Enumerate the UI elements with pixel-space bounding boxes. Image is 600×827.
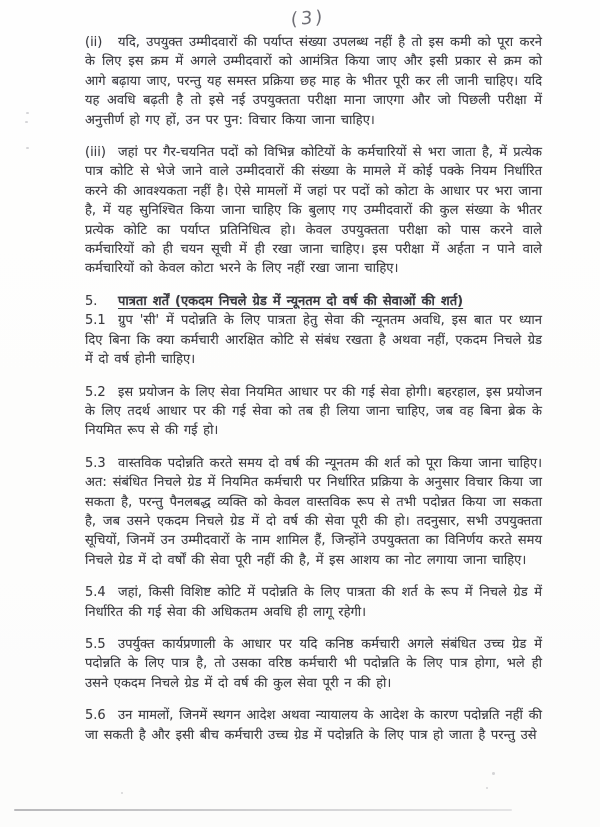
paragraph-iii [85, 143, 542, 279]
paragraph-text: जहां पर गैर-चयनित पदों को विभिन्न कोटियों के कर्मचारियों से भरा जाता है, में प्रत्येक पात्र कोटि से भेजे जाने वाले उम्मीदवारों की संख्या के मामले में कोई पक्के नियम निर्धारित करने की आवश्यकता नहीं है। ऐसे मामलों में जहां पर पदों को कोटा के आधार पर भरा जाना है, में यह सुनिश्चित किया जाना चाहिए कि बुलाए गए उम्मीदवारों की कुल संख्या के भीतर प्रत्येक कोटि का पर्याप्त प्रतिनिधित्व हो। केवल उपयुक्तता परीक्षा को पास करने वाले कर्मचारियों को ही चयन सूची में ही रखा जाना चाहिए। इस परीक्षा में अर्हता न पाने वाले कर्मचारियों को केवल कोटा भरने के लिए नहीं रखा जाना चाहिए। [85, 145, 542, 277]
paragraph-number: 5.4 [85, 585, 106, 601]
paragraph-5-1 [85, 311, 542, 369]
paragraph-number: 5.5 [85, 636, 106, 652]
scan-speck [121, 792, 123, 794]
paragraph-text: इस प्रयोजन के लिए सेवा नियमित आधार पर की गई सेवा होगी। बहरहाल, इस प्रयोजन के लिए तदर्थ आधार पर की गई सेवा को तब ही लिया जाना चाहिए, जब वह बिना ब्रेक के नियमित रूप से की गई हो। [85, 384, 542, 439]
paragraph-number: (iii) [85, 145, 106, 161]
section-heading-text: पात्रता शर्तें (एकदम निचले ग्रेड में न्यूनतम दो वर्ष की सेवाओं की शर्त) [118, 293, 464, 309]
section-5-heading [85, 292, 542, 311]
paragraph-text: यदि, उपयुक्त उम्मीदवारों की पर्याप्त संख्या उपलब्ध नहीं है तो इस कमी को पूरा करने के लिए इस क्रम में अगले उम्मीदवारों को आमंत्रित किया जाए और इसी प्रकार से क्रम को आगे बढ़ाया जाए, परन्तु यह समस्त प्रक्रिया छह माह के भीतर पूरी कर ली जानी चाहिए। यदि यह अवधि बढ़ती है तो इसे नई उपयुक्तता परीक्षा माना जाएगा और जो पिछली परीक्षा में अनुत्तीर्ण हो गए हों, उन पर पुन: विचार किया जाना चाहिए। [85, 35, 542, 128]
scan-speck [486, 787, 488, 789]
paragraph-text: वास्तविक पदोन्नति करते समय दो वर्ष की न्यूनतम की शर्त को पूरा किया जाना चाहिए। अत: संबंधित निचले ग्रेड में नियमित कर्मचारी पर निर्धारित प्रक्रिया के अनुसार विचार किया जा सकता है, परन्तु पैनलबद्ध व्यक्ति को केवल वास्तविक रूप से तभी पदोन्नत किया जा सकता है, जब उसने एकदम निचले ग्रेड में दो वर्ष की सेवा पूरी की हो। तदनुसार, सभी उपयुक्तता सूचियों, जिनमें उन उम्मीदवारों के नाम शामिल हैं, जिन्होंने उपयुक्तता का विनिर्णय करते समय निचले ग्रेड में दो वर्षों की सेवा पूरी नहीं की है, में इस आशय का नोट लगाया जाना चाहिए। [85, 455, 542, 568]
paragraph-text: ग्रुप 'सी' में पदोन्नति के लिए पात्रता हेतु सेवा की न्यूनतम अवधि, इस बात पर ध्यान दिए बिना कि क्या कर्मचारी आरक्षित कोटि से संबंध रखता है अथवा नहीं, एकदम निचले ग्रेड में दो वर्ष होनी चाहिए। [85, 313, 542, 368]
scan-speck [492, 772, 495, 775]
paragraph-ii [85, 33, 542, 130]
section-number: 5. [85, 293, 98, 309]
scanner-artifact-line [14, 809, 512, 811]
scan-speck [26, 147, 29, 149]
paragraph-5-4 [85, 583, 542, 622]
scan-speck [25, 121, 28, 123]
paragraph-5-6 [85, 706, 542, 745]
paragraph-number: 5.6 [85, 708, 106, 724]
paragraph-5-5 [85, 635, 542, 693]
paragraph-text: उपर्युक्त कार्यप्रणाली के आधार पर यदि कनिष्ठ कर्मचारी अगले संबंधित उच्च ग्रेड में पदोन्नति के लिए पात्र है, तो उसका वरिष्ठ कर्मचारी भी पदोन्नति के लिए पात्र होगा, भले ही उसने एकदम निचले ग्रेड में दो वर्ष की कुल सेवा पूरी न की हो। [85, 636, 542, 691]
paragraph-text: जहां, किसी विशिष्ट कोटि में पदोन्नति के लिए पात्रता की शर्त के रूप में निचले ग्रेड में निर्धारित की गई सेवा की अधिकतम अवधि ही लागू रहेगी। [85, 585, 542, 620]
paragraph-number: 5.2 [85, 384, 106, 400]
handwritten-page-number: (3) [290, 6, 326, 31]
paragraph-number: (ii) [85, 35, 103, 50]
paragraph-5-2 [85, 383, 542, 441]
paragraph-5-3 [85, 454, 542, 570]
scan-speck [26, 112, 29, 114]
document-body [85, 33, 542, 758]
paragraph-number: 5.1 [85, 313, 106, 329]
paragraph-text: उन मामलों, जिनमें स्थगन आदेश अथवा न्यायालय के आदेश के कारण पदोन्नति नहीं की जा सकती है और इसी बीच कर्मचारी उच्च ग्रेड में पदोन्नति के लिए पात्र हो जाता है परन्तु उसे [85, 708, 542, 743]
paragraph-number: 5.3 [85, 455, 106, 471]
